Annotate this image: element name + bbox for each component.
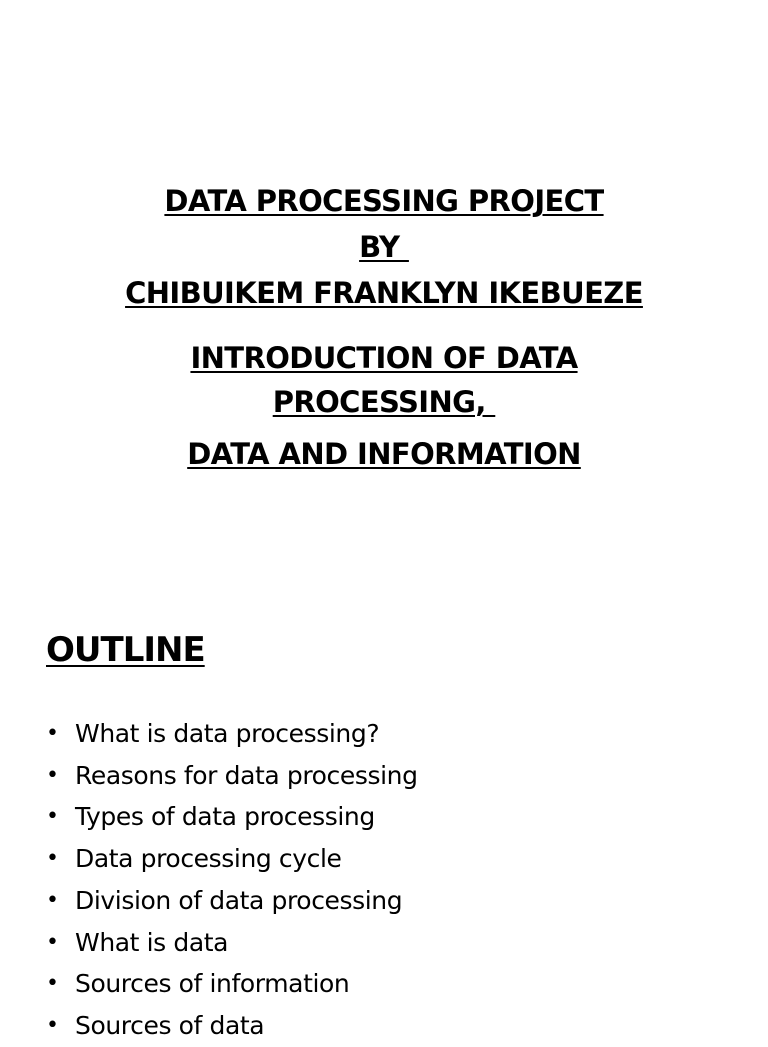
list-item <box>46 880 418 922</box>
list-item-text: Reasons for data processing <box>75 760 418 790</box>
subtitle-block <box>0 336 768 476</box>
list-item <box>46 838 418 880</box>
bullet-icon: • <box>46 846 59 872</box>
list-item-text: What is data processing? <box>75 719 380 748</box>
bullet-icon: • <box>46 721 59 746</box>
bullet-icon: • <box>46 804 59 830</box>
project-title: DATA PROCESSING PROJECT <box>164 184 604 218</box>
list-item <box>46 755 418 797</box>
by-line: BY <box>359 230 409 264</box>
author-name: CHIBUIKEM FRANKLYN IKEBUEZE <box>125 276 643 310</box>
bullet-icon: • <box>46 929 59 955</box>
list-item <box>46 796 418 838</box>
list-item <box>46 963 418 1005</box>
bullet-icon: • <box>46 1012 59 1038</box>
list-item <box>46 1005 418 1047</box>
subtitle-line-1: INTRODUCTION OF DATA <box>190 341 578 375</box>
list-item-text: Types of data processing <box>75 802 375 832</box>
bullet-icon: • <box>46 762 59 788</box>
list-item <box>46 713 418 755</box>
subtitle-line-3: DATA AND INFORMATION <box>187 437 581 471</box>
list-item-text: Division of data processing <box>75 885 403 915</box>
list-item <box>46 922 418 964</box>
list-item-text: What is data <box>75 927 229 957</box>
title-block <box>0 178 768 316</box>
outline-heading: OUTLINE <box>46 630 205 670</box>
outline-list <box>46 713 418 1047</box>
bullet-icon: • <box>46 887 59 913</box>
list-item-text: Sources of data <box>75 1010 265 1040</box>
bullet-icon: • <box>46 971 59 997</box>
list-item-text: Data processing cycle <box>75 844 342 874</box>
subtitle-line-2: PROCESSING, <box>272 385 496 419</box>
list-item-text: Sources of information <box>75 969 350 999</box>
